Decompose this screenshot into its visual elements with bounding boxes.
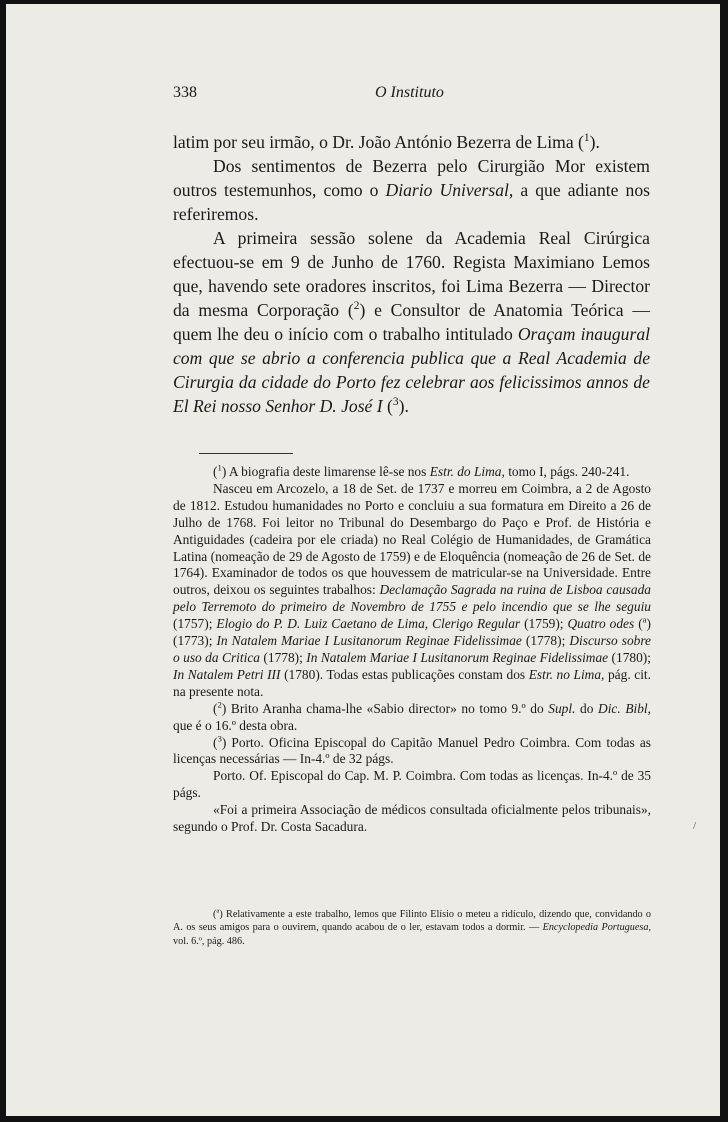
text-run: ) (1773); [173, 616, 651, 649]
footnotes [173, 464, 651, 836]
text-run: (1778); [521, 633, 570, 649]
footnote-ref-1: 1 [583, 132, 590, 145]
text-run: ) e Consultor de Anatomia Teórica — quem lhe deu o início com o trabalho intitulado [173, 300, 650, 344]
text-run: ) A biografia deste limarense lê-se nos [221, 464, 430, 479]
subnote [173, 908, 651, 948]
text-run: (1778); [259, 649, 307, 665]
footnote-mark: a [216, 907, 220, 915]
margin-mark: / [693, 820, 697, 832]
italic-title: In Natalem Mariae I Lusitanorum Reginae Fidelissimae [216, 633, 522, 649]
text-run: (1757); [173, 616, 217, 632]
paragraph-1 [173, 130, 650, 154]
italic-title: Quatro odes [567, 616, 635, 632]
italic-title: Estr. do Lima, [429, 464, 505, 479]
footnote-mark: 2 [217, 699, 222, 710]
text-run: ) Relativamente a este trabalho, lemos que Filinto Elísio o meteu a ridículo, dizendo que, convidando o A. os seus amigos para o ouvirem, quando acabou de o ler, estavam todos a dormir. — [173, 909, 651, 934]
page-number: 338 [173, 84, 197, 101]
footnote-3 [173, 735, 651, 769]
text-run: ) Brito Aranha chama-lhe «Sabio director» no tomo 9.º do [221, 700, 549, 716]
text-run: ) Porto. Oficina Episcopal do Capitão Manuel Pedro Coimbra. Com todas as licenças necessárias — In-4.º de 32 págs. [173, 734, 651, 767]
main-text [173, 130, 650, 418]
text-run: ( [213, 700, 218, 716]
text-run: ( [213, 464, 218, 479]
text-run: do [575, 700, 599, 716]
book-page [6, 4, 720, 1116]
italic-title: Diario Universal, [385, 180, 514, 200]
italic-title: Discurso sobre o uso da Critica [173, 633, 651, 665]
italic-title: Estr. no Lima, [528, 666, 605, 682]
italic-title: Elogio do P. D. Luiz Caetano de Lima, Clerigo Regular [216, 616, 521, 632]
italic-title: Supl. [548, 700, 576, 716]
text-run: , que é o 16.º desta obra. [173, 700, 651, 733]
footnote-2 [173, 701, 651, 735]
text-run: pág. cit. na presente nota. [173, 666, 651, 699]
page-header [173, 84, 653, 106]
footnote-ref-2: 2 [353, 300, 360, 313]
footnote-divider [199, 453, 293, 454]
italic-title: In Natalem Mariae I Lusitanorum Reginae Fidelissimae [306, 649, 609, 665]
text-run: latim por seu irmão, o Dr. João António Bezerra de Lima ( [173, 132, 584, 152]
text-run: (1759); [520, 616, 568, 632]
text-run: (1780). Todas estas publicações constam dos [280, 666, 529, 682]
italic-title: Encyclopedia Portuguesa, [542, 922, 651, 934]
italic-title: In Natalem Petri III [173, 666, 281, 682]
footnote-3-continued: Porto. Of. Episcopal do Cap. M. P. Coimbra. Com todas as licenças. In-4.º de 35 págs. [173, 768, 651, 801]
footnote-mark: 3 [217, 733, 222, 744]
italic-title: Dic. Bibl [598, 700, 648, 716]
footnote-3-quote: «Foi a primeira Associação de médicos consultada oficialmente pelos tribunais», segundo o Prof. Dr. Costa Sacadura. [173, 802, 651, 835]
footnote-ref-3: 3 [392, 396, 399, 409]
text-run: ( [213, 909, 217, 920]
footnote-mark: 1 [217, 462, 222, 473]
paragraph-3 [173, 226, 650, 418]
subnote-a [173, 908, 651, 948]
text-run: a que adiante nos referiremos. [173, 180, 650, 224]
text-run: ( [634, 616, 643, 632]
text-run: (1780); [608, 649, 651, 665]
footnote-1 [173, 464, 651, 481]
text-run: tomo I, págs. 240-241. [504, 464, 630, 479]
text-run: Dos sentimentos de Bezerra pelo Cirurgião Mor existem outros testemunhos, como o [173, 156, 650, 200]
text-run: vol. 6.º, pág. 486. [173, 935, 245, 947]
footnote-mark: a [642, 614, 647, 625]
paragraph-2 [173, 154, 650, 226]
text-run: A primeira sessão solene da Academia Real Cirúrgica efectuou-se em 9 de Junho de 1760. Regista Maximiano Lemos que, havendo sete oradores inscritos, foi Lima Bezerra — Director da mesma Corporação ( [173, 228, 650, 320]
italic-title: Oraçam inaugural com que se abrio a conferencia publica que a Real Academia de Cirurgia da cidade do Porto fez celebrar aos felicissimos annos de El Rei nosso Senhor D. José I [173, 324, 650, 416]
footnote-1-continued [173, 481, 651, 701]
italic-title: Declamação Sagrada na ruina de Lisboa causada pelo Terremoto do primeiro de Novembro de 1755 e pelo incendio que se lhe seguiu [173, 582, 651, 615]
text-run: ). [398, 396, 409, 416]
text-run: ( [213, 734, 218, 750]
running-title: O Instituto [375, 84, 444, 101]
text-run: ). [589, 132, 600, 152]
text-run: Nasceu em Arcozelo, a 18 de Set. de 1737 e morreu em Coimbra, a 2 de Agosto de 1812. Estudou humanidades no Porto e concluiu a sua formatura em Direito a 26 de Julho de 1768. Foi leitor no Tribunal do Desembargo do Paço e Prof. de História e Antiguidades (cadeira por ele criada) no Real Colégio de Humanidades, de Gramática Latina (nomeação de 29 de Agosto de 1759) e de Eloquência (nomeação de 26 de Set. de 1764). Examinador de todos os que houvessem de matricular-se na Universidade. Entre outros, deixou os seguintes trabalhos: [173, 480, 651, 598]
text-run: ( [382, 396, 393, 416]
